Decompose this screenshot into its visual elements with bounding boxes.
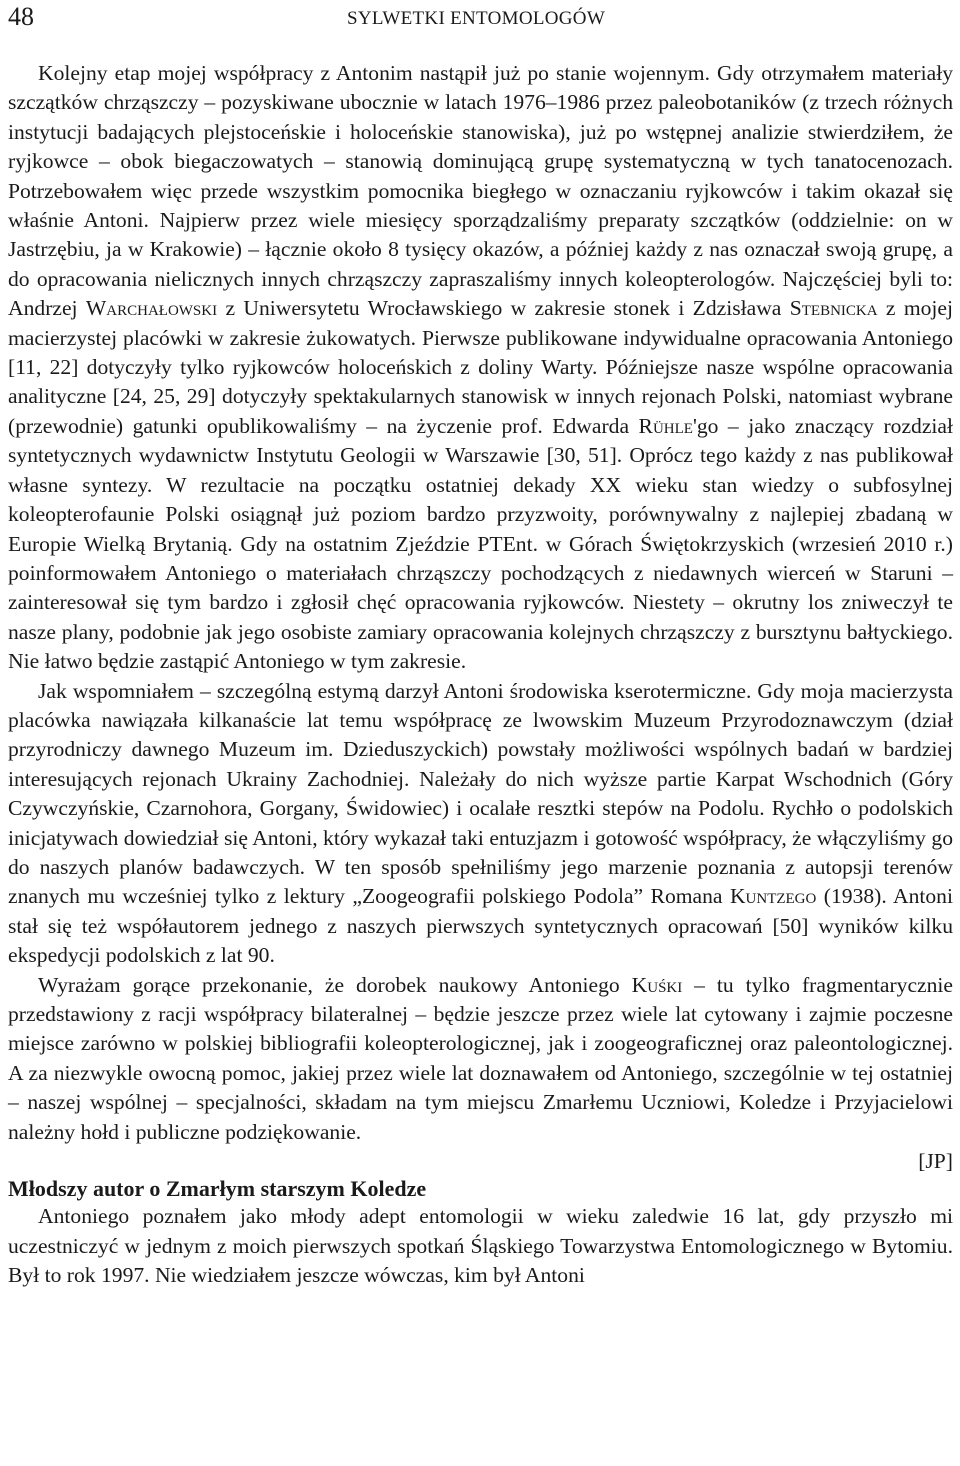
author-name-warchalowski: Warchałowski	[85, 296, 218, 321]
paragraph-tribute: Wyrażam gorące przekonanie, że dorobek naukowy Antoniego Kuśki – tu tylko fragmentarycznie przedstawiony z racji współpracy bilateralnej – będzie jeszcze przez wiele lat cytowany i zajmie poczesne miejsce zarówno w polskiej bibliografii koleopterologicznej, jak i zoogeograficznej oraz paleontologicznej. A za niezwykle owocną pomoc, jakiej przez wiele lat doznawałem od Antoniego, szczególnie w tej ostatniej – naszej wspólnej – specjalności, składam na tym miejscu Zmarłemu Uczniowi, Koledze i Przyjacielowi należny hołd i publiczne podziękowanie.	[8, 972, 954, 1144]
paragraph-collaboration: Kolejny etap mojej współpracy z Antonim nastąpił już po stanie wojennym. Gdy otrzymałem materiały szczątków chrząszczy – pozyskiwane ubocznie w latach 1976–1986 przez paleobotaników (z trzech różnych instytucji badających plejstoceńskie i holoceńskie stanowiska), już po wstępnej analizie stwierdziłem, że ryjkowce – obok biegaczowatych – stanowią dominującą grupę systematyczną w tych tanatocenozach. Potrzebowałem więc przede wszystkim pomocnika biegłego w oznaczaniu ryjkowców i takim okazał się właśnie Antoni. Najpierw przez wiele miesięcy sporządzaliśmy preparaty szczątków (oddzielnie: on w Jastrzębiu, ja w Krakowie) – łącznie około 8 tysięcy okazów, a później każdy z nas oznaczał swoją grupę, a do opracowania nielicznych innych chrząszczy zapraszaliśmy innych koleopterologów. Najczęściej byli to: Andrzej Warchałowski z Uniwersytetu Wrocławskiego w zakresie stonek i Zdzisława Stebnicka z mojej macierzystej placówki w zakresie żukowatych. Pierwsze publikowane indywidualne opracowania Antoniego [11, 22] dotyczyły tylko ryjkowców holoceńskich z doliny Warty. Późniejsze nasze wspólne opracowania analityczne [24, 25, 29] dotyczyły spektakularnych stanowisk w innych rejonach Polski, natomiast wybrane (przewodnie) gatunki opublikowaliśmy – na życzenie prof. Edwarda Rühle'go – jako znaczący rozdział syntetycznych wydawnictw Instytutu Geologii w Warszawie [30, 51]. Oprócz tego każdy z nas publikował własne syntezy. W rezultacie na początku ostatniej dekady XX wieku stan wiedzy o subfosylnej koleopterofaunie Polski osiągnął już poziom bardzo przyzwoity, porównywalny z najlepiej zbadaną w Europie Wielką Brytanią. Gdy na ostatnim Zjeździe PTEnt. w Górach Świętokrzyskich (wrzesień 2010 r.) poinformowałem Antoniego o materiałach chrząszczy pochodzących z niedawnych wierceń w Staruni – zainteresował się tym bardzo i zgłosił chęć opracowania ryjkowców. Niestety – okrutny los zniweczył te nasze plany, podobnie jak jego osobiste zamiary opracowania kolejnych chrząszczy z bursztynu bałtyckiego. Nie łatwo będzie zastąpić Antoniego w tym zakresie.	[8, 61, 954, 674]
section-heading: Młodszy autor o Zmarłym starszym Koledze	[8, 1176, 427, 1202]
author-name-kuska: Kuśki	[631, 972, 683, 997]
page-number: 48	[8, 2, 34, 31]
paragraph-podolia: Jak wspomniałem – szczególną estymą darzył Antoni środowiska kserotermiczne. Gdy moja macierzysta placówka nawiązała kilkanaście lat temu współpracę ze lwowskim Muzeum Przyrodoznawczym (dział przyrodniczy dawnego Muzeum im. Dzieduszyckich) powstały możliwości wspólnych badań w bardziej interesujących rejonach Ukrainy Zachodniej. Należały do nich wyższe partie Karpat Wschodnich (Góry Czywczyńskie, Czarnohora, Gorgany, Świdowiec) i ocalałe resztki stepów na Podolu. Rychło o podolskich inicjatywach dowiedział się Antoni, który wykazał taki entuzjazm i gotowość współpracy, że włączyliśmy go do naszych planów badawczych. W ten sposób spełniliśmy jego marzenie poznania z autopsji terenów znanych mu wcześniej tylko z lektury „Zoogeografii polskiego Podola” Romana Kuntzego (1938). Antoni stał się też współautorem jednego z naszych pierwszych syntetycznych opracowań [50] wyników kilku ekspedycji podolskich z lat 90.	[8, 678, 953, 968]
author-name-kuntze: Kuntzego	[729, 884, 817, 909]
author-name-ruhle: Rühle	[638, 413, 693, 438]
paragraph-younger-author: Antoniego poznałem jako młody adept entomologii w wieku zaledwie 16 lat, gdy przyszło mi uczestniczyć w jednym z moich pierwszych spotkań Śląskiego Towarzystwa Entomologicznego w Bytomiu. Był to rok 1997. Nie wiedziałem jeszcze wówczas, kim był Antoni	[8, 1204, 953, 1288]
page-header	[4, 0, 956, 38]
article-body	[8, 59, 953, 1291]
author-name-stebnicka: Stebnicka	[789, 296, 878, 321]
signature: [JP]	[918, 1149, 953, 1174]
running-head: SYLWETKI ENTOMOLOGÓW	[347, 8, 606, 29]
